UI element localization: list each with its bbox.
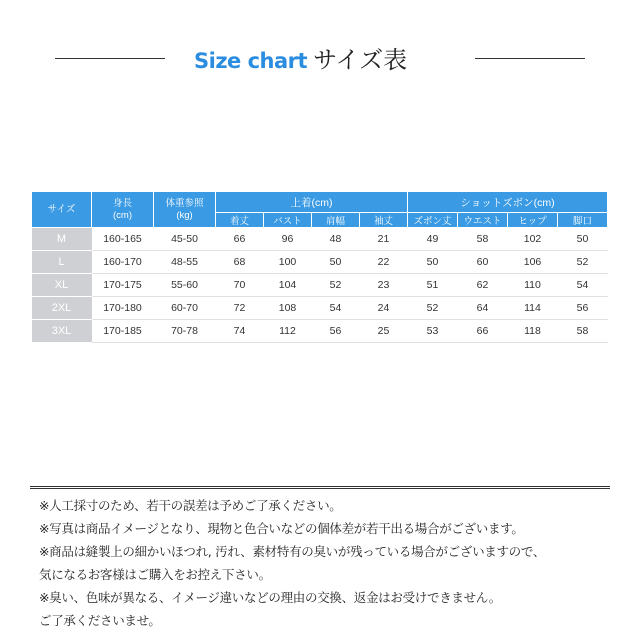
header-sub: ヒップ	[508, 213, 558, 228]
title-divider-left	[55, 58, 165, 59]
page-title	[194, 40, 407, 75]
table-row	[32, 228, 608, 251]
header-sub: 肩幅	[312, 213, 360, 228]
header-sub: 着丈	[216, 213, 264, 228]
size-label: L	[32, 251, 92, 274]
table-cell: 54	[312, 297, 360, 320]
table-cell: 23	[360, 274, 408, 297]
header-sub: ウエスト	[458, 213, 508, 228]
note-line: 気になるお客様はご購入をお控え下さい。	[39, 567, 271, 582]
table-cell: 22	[360, 251, 408, 274]
table-cell: 56	[312, 320, 360, 343]
table-cell: 53	[408, 320, 458, 343]
size-label: M	[32, 228, 92, 251]
table-cell: 170-180	[92, 297, 154, 320]
title-japanese: サイズ表	[313, 46, 408, 74]
table-cell: 112	[264, 320, 312, 343]
table-cell: 54	[558, 274, 608, 297]
table-cell: 48	[312, 228, 360, 251]
header-weight: 体重参照 (kg)	[154, 192, 216, 228]
table-cell: 24	[360, 297, 408, 320]
table-cell: 70-78	[154, 320, 216, 343]
table-cell: 50	[408, 251, 458, 274]
table-cell: 45-50	[154, 228, 216, 251]
table-cell: 58	[458, 228, 508, 251]
table-cell: 160-165	[92, 228, 154, 251]
header-sub: バスト	[264, 213, 312, 228]
table-cell: 25	[360, 320, 408, 343]
table-cell: 66	[458, 320, 508, 343]
table-cell: 100	[264, 251, 312, 274]
note-line: ※臭い、色味が異なる、イメージ違いなどの理由の交換、返金はお受けできません。	[39, 590, 501, 605]
notes-section	[30, 486, 610, 636]
table-cell: 60	[458, 251, 508, 274]
table-cell: 74	[216, 320, 264, 343]
table-cell: 70	[216, 274, 264, 297]
table-cell: 55-60	[154, 274, 216, 297]
table-cell: 96	[264, 228, 312, 251]
header-sub: ズボン丈	[408, 213, 458, 228]
table-row	[32, 320, 608, 343]
size-label: XL	[32, 274, 92, 297]
table-cell: 62	[458, 274, 508, 297]
header-size: サイズ	[32, 192, 92, 228]
table-cell: 60-70	[154, 297, 216, 320]
table-cell: 104	[264, 274, 312, 297]
table-row	[32, 297, 608, 320]
table-cell: 64	[458, 297, 508, 320]
note-line: ご了承くださいませ。	[39, 613, 161, 628]
table-row	[32, 274, 608, 297]
table-cell: 50	[312, 251, 360, 274]
note-line: ※人工採寸のため、若干の誤差は予めご了承ください。	[39, 498, 342, 513]
table-cell: 114	[508, 297, 558, 320]
table-cell: 72	[216, 297, 264, 320]
header-bottom-group: ショットズボン(cm)	[408, 192, 608, 213]
table-cell: 102	[508, 228, 558, 251]
table-cell: 106	[508, 251, 558, 274]
header-sub: 脚口	[558, 213, 608, 228]
size-label: 2XL	[32, 297, 92, 320]
note-line: ※写真は商品イメージとなり、現物と色合いなどの個体差が若干出る場合がございます。	[39, 521, 524, 536]
table-cell: 49	[408, 228, 458, 251]
table-cell: 50	[558, 228, 608, 251]
table-cell: 51	[408, 274, 458, 297]
table-cell: 56	[558, 297, 608, 320]
size-label: 3XL	[32, 320, 92, 343]
header-sub: 袖丈	[360, 213, 408, 228]
size-table	[31, 191, 608, 343]
table-cell: 52	[312, 274, 360, 297]
table-row	[32, 251, 608, 274]
note-line: ※商品は縫製上の細かいほつれ, 汚れ、素材特有の臭いが残っている場合がございますので、	[39, 544, 546, 559]
table-cell: 66	[216, 228, 264, 251]
table-cell: 21	[360, 228, 408, 251]
header-height: 身長 (cm)	[92, 192, 154, 228]
table-cell: 160-170	[92, 251, 154, 274]
table-cell: 110	[508, 274, 558, 297]
table-cell: 170-175	[92, 274, 154, 297]
title-english: Size chart	[194, 49, 308, 73]
table-cell: 52	[408, 297, 458, 320]
table-cell: 170-185	[92, 320, 154, 343]
table-cell: 118	[508, 320, 558, 343]
title-bar	[0, 38, 640, 78]
table-cell: 52	[558, 251, 608, 274]
table-cell: 48-55	[154, 251, 216, 274]
table-cell: 68	[216, 251, 264, 274]
header-top-group: 上着(cm)	[216, 192, 408, 213]
table-cell: 108	[264, 297, 312, 320]
table-cell: 58	[558, 320, 608, 343]
title-divider-right	[475, 58, 585, 59]
